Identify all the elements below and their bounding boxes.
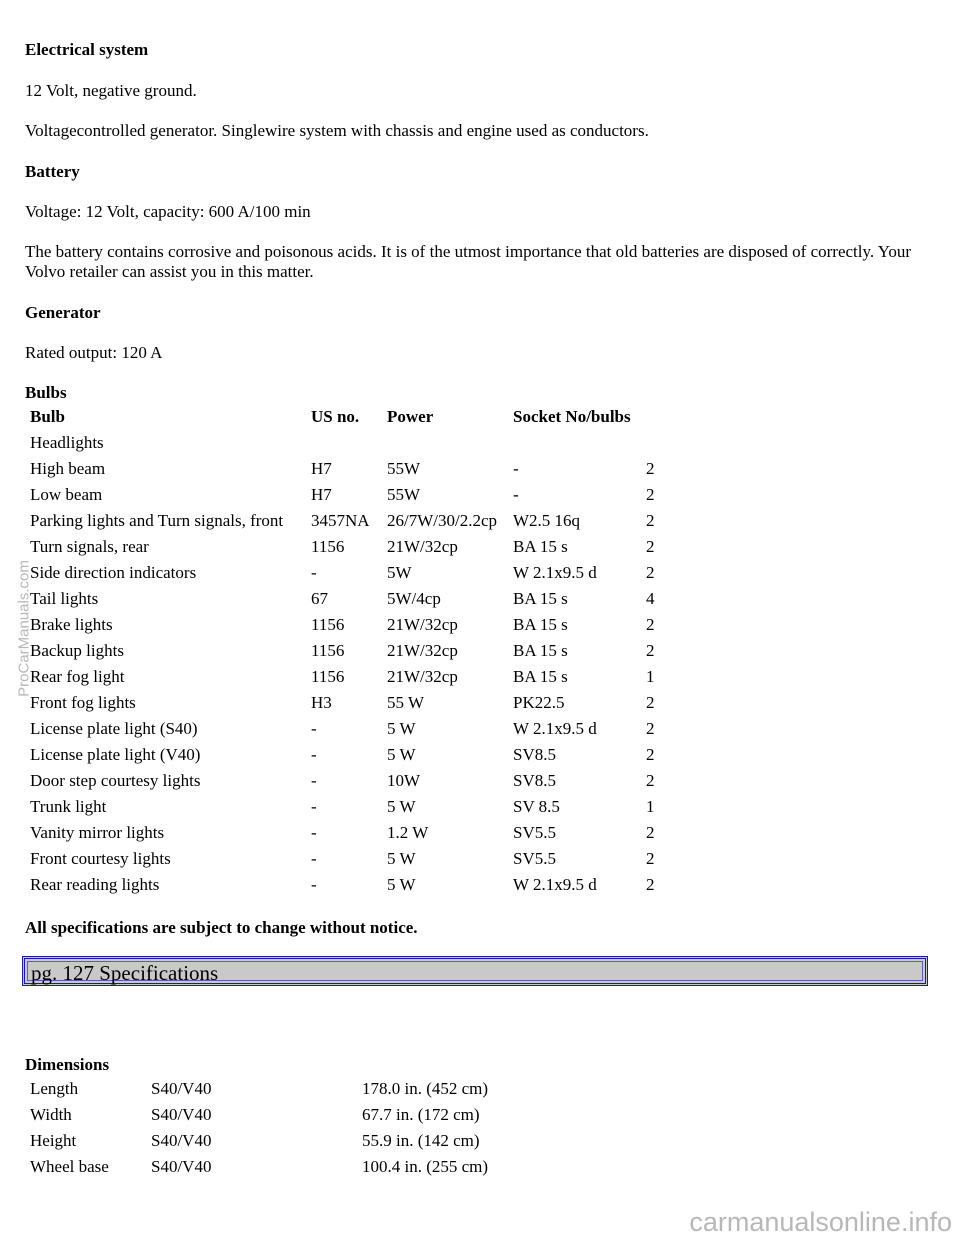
table-cell: 2 <box>646 849 655 868</box>
table-cell: 5W <box>387 563 412 582</box>
table-cell: SV8.5 <box>513 745 556 764</box>
column-header: Socket No/bulbs <box>513 407 631 426</box>
battery-line-2: The battery contains corrosive and poisonous acids. It is of the utmost importance that old batteries are disposed of correctly. Your Volvo retailer can assist you in this matter. <box>25 242 911 281</box>
table-row <box>28 430 668 456</box>
table-cell: 2 <box>646 615 655 634</box>
table-cell: 1.2 W <box>387 823 429 842</box>
table-cell: - <box>311 849 317 868</box>
table-cell: S40/V40 <box>151 1131 212 1150</box>
table-cell: H7 <box>311 459 332 478</box>
table-cell: 5 W <box>387 745 416 764</box>
table-cell: BA 15 s <box>513 615 568 634</box>
table-row <box>28 820 668 846</box>
table-cell: Door step courtesy lights <box>30 771 201 790</box>
table-cell: Length <box>30 1079 79 1098</box>
table-row <box>28 638 668 664</box>
table-cell: Low beam <box>30 485 103 504</box>
table-cell: 2 <box>646 823 655 842</box>
table-row <box>28 1128 564 1154</box>
table-row <box>28 1076 564 1102</box>
table-cell: Turn signals, rear <box>30 537 149 556</box>
table-cell: High beam <box>30 459 106 478</box>
column-header: Power <box>387 407 434 426</box>
table-row <box>28 1102 564 1128</box>
table-cell: SV5.5 <box>513 849 556 868</box>
table-cell: 55W <box>387 485 421 504</box>
table-row <box>28 612 668 638</box>
table-cell: Backup lights <box>30 641 124 660</box>
table-cell: 55 W <box>387 693 424 712</box>
table-cell: Vanity mirror lights <box>30 823 165 842</box>
page-section-bar <box>22 956 928 986</box>
table-cell: - <box>311 875 317 894</box>
table-cell: Rear fog light <box>30 667 125 686</box>
table-cell: W 2.1x9.5 d <box>513 875 597 894</box>
electrical-heading: Electrical system <box>25 40 149 59</box>
table-cell: Parking lights and Turn signals, front <box>30 511 284 530</box>
table-cell: 1156 <box>311 641 345 660</box>
column-header: Bulb <box>30 407 65 426</box>
table-row <box>28 1154 564 1180</box>
table-row <box>28 456 668 482</box>
table-cell: 1156 <box>311 615 345 634</box>
dimensions-heading: Dimensions <box>25 1055 110 1074</box>
table-cell: H7 <box>311 485 332 504</box>
table-cell: S40/V40 <box>151 1105 212 1124</box>
table-cell: License plate light (S40) <box>30 719 198 738</box>
table-cell: Height <box>30 1131 77 1150</box>
column-header <box>644 404 668 430</box>
table-cell: Front courtesy lights <box>30 849 171 868</box>
dimensions-table <box>26 1076 566 1180</box>
table-cell: 21W/32cp <box>387 537 458 556</box>
table-cell: 2 <box>646 875 655 894</box>
table-cell: 5W/4cp <box>387 589 441 608</box>
side-watermark <box>4 520 33 740</box>
bulbs-table <box>26 404 670 898</box>
table-cell: 1 <box>646 667 655 686</box>
battery-heading: Battery <box>25 162 80 181</box>
table-cell: W2.5 16q <box>513 511 581 530</box>
table-row <box>28 768 668 794</box>
table-cell: 26/7W/30/2.2cp <box>387 511 498 530</box>
table-cell: 55.9 in. (142 cm) <box>362 1131 480 1150</box>
table-cell: 4 <box>646 589 655 608</box>
table-cell: 2 <box>646 537 655 556</box>
table-row <box>28 534 668 560</box>
table-cell: BA 15 s <box>513 667 568 686</box>
table-cell: 100.4 in. (255 cm) <box>362 1157 489 1176</box>
table-row <box>28 794 668 820</box>
electrical-line-2: Voltagecontrolled generator. Singlewire system with chassis and engine used as conductors. <box>25 121 649 140</box>
table-cell: PK22.5 <box>513 693 565 712</box>
table-cell: W 2.1x9.5 d <box>513 719 597 738</box>
battery-line-1: Voltage: 12 Volt, capacity: 600 A/100 min <box>25 202 311 221</box>
table-row <box>28 872 668 898</box>
table-cell: 2 <box>646 745 655 764</box>
table-cell: Rear reading lights <box>30 875 160 894</box>
table-cell: 55W <box>387 459 421 478</box>
table-cell: 21W/32cp <box>387 641 458 660</box>
table-cell: - <box>311 771 317 790</box>
column-header: US no. <box>311 407 360 426</box>
generator-line-1: Rated output: 120 A <box>25 343 163 362</box>
table-cell: H3 <box>311 693 332 712</box>
bulbs-heading: Bulbs <box>25 383 67 402</box>
table-cell: SV5.5 <box>513 823 556 842</box>
table-cell: License plate light (V40) <box>30 745 201 764</box>
table-cell: Brake lights <box>30 615 113 634</box>
table-cell: Side direction indicators <box>30 563 197 582</box>
table-cell: 2 <box>646 485 655 504</box>
table-cell: 5 W <box>387 849 416 868</box>
table-cell: 10W <box>387 771 421 790</box>
table-cell: 1 <box>646 797 655 816</box>
table-cell: 1156 <box>311 537 345 556</box>
page-bar-label: pg. 127 Specifications <box>31 961 219 985</box>
bulbs-notice: All specifications are subject to change without notice. <box>25 918 418 937</box>
table-cell: 67.7 in. (172 cm) <box>362 1105 480 1124</box>
table-cell: S40/V40 <box>151 1157 212 1176</box>
table-cell: - <box>311 719 317 738</box>
table-row <box>28 586 668 612</box>
table-cell: - <box>311 797 317 816</box>
table-cell: BA 15 s <box>513 641 568 660</box>
table-cell: BA 15 s <box>513 589 568 608</box>
table-cell: 2 <box>646 771 655 790</box>
table-cell: 2 <box>646 459 655 478</box>
table-cell: Front fog lights <box>30 693 136 712</box>
table-cell: 3457NA <box>311 511 370 530</box>
table-cell: - <box>311 823 317 842</box>
table-cell: SV8.5 <box>513 771 556 790</box>
table-cell: 2 <box>646 693 655 712</box>
table-row <box>28 742 668 768</box>
bulbs-header-row <box>28 404 668 430</box>
table-cell: 2 <box>646 563 655 582</box>
table-cell: - <box>513 485 519 504</box>
side-watermark-text: ProCarManuals.com <box>15 560 33 697</box>
table-cell: 2 <box>646 719 655 738</box>
table-cell: S40/V40 <box>151 1079 212 1098</box>
electrical-line-1: 12 Volt, negative ground. <box>25 81 197 100</box>
table-cell: Trunk light <box>30 797 107 816</box>
table-cell: 1156 <box>311 667 345 686</box>
table-row <box>28 716 668 742</box>
table-cell: 2 <box>646 641 655 660</box>
table-cell: W 2.1x9.5 d <box>513 563 597 582</box>
table-row <box>28 664 668 690</box>
table-cell: 67 <box>311 589 328 608</box>
table-cell: - <box>311 745 317 764</box>
table-row <box>28 560 668 586</box>
table-cell: Wheel base <box>30 1157 109 1176</box>
table-row <box>28 508 668 534</box>
table-cell: Width <box>30 1105 72 1124</box>
table-row <box>28 690 668 716</box>
table-cell: 21W/32cp <box>387 667 458 686</box>
table-cell: 2 <box>646 511 655 530</box>
table-cell: Tail lights <box>30 589 99 608</box>
table-cell: 21W/32cp <box>387 615 458 634</box>
table-cell: - <box>311 563 317 582</box>
table-cell: 5 W <box>387 719 416 738</box>
table-cell: - <box>513 459 519 478</box>
table-row <box>28 846 668 872</box>
table-row <box>28 482 668 508</box>
footer-watermark: carmanualsonline.info <box>689 1207 952 1237</box>
group-label: Headlights <box>30 433 104 452</box>
table-cell: SV 8.5 <box>513 797 560 816</box>
table-cell: BA 15 s <box>513 537 568 556</box>
generator-heading: Generator <box>25 303 101 322</box>
table-cell: 5 W <box>387 797 416 816</box>
table-cell: 5 W <box>387 875 416 894</box>
table-cell: 178.0 in. (452 cm) <box>362 1079 489 1098</box>
